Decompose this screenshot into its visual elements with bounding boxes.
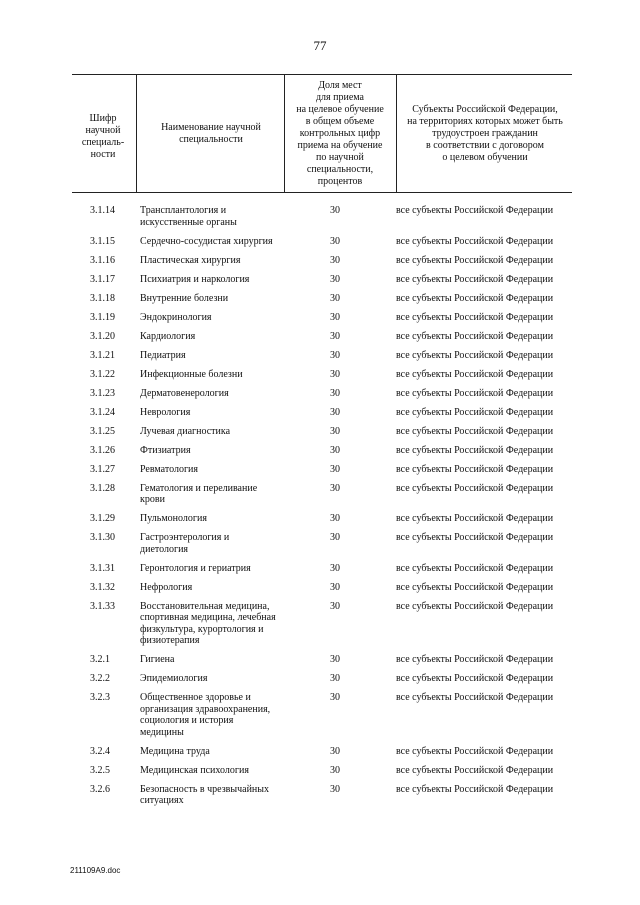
table-header [72, 74, 572, 193]
table-row [72, 692, 572, 746]
target-share: 30 [330, 562, 340, 574]
specialty-name-line: Медицинская психология [140, 764, 249, 776]
specialty-name-line: Безопасность в чрезвычайных [140, 783, 269, 795]
table-row [72, 407, 572, 426]
target-share: 30 [330, 406, 340, 418]
specialty-name [140, 407, 286, 419]
target-share: 30 [330, 654, 340, 665]
header-line: в общем объеме [305, 115, 375, 127]
specialty-name-line: Фтизиатрия [140, 444, 191, 456]
target-share: 30 [330, 764, 340, 776]
specialty-name-line: Нефрология [140, 581, 193, 593]
federation-subjects: все субъекты Российской Федерации [396, 463, 554, 475]
specialty-name [140, 464, 286, 476]
specialty-name-line: медицины [140, 726, 184, 738]
federation-subjects: все субъекты Российской Федерации [396, 330, 554, 342]
target-share: 30 [330, 330, 340, 342]
specialty-name [140, 331, 286, 343]
table-row [72, 513, 572, 532]
header-name [140, 75, 282, 192]
specialty-code: 3.1.25 [90, 425, 115, 437]
specialty-name-line: физкультура, курортология и [140, 623, 264, 635]
federation-subjects: все субъекты Российской Федерации [396, 273, 554, 285]
federation-subjects: все субъекты Российской Федерации [396, 368, 554, 380]
specialty-code: 3.1.30 [90, 532, 115, 543]
specialty-name-line: Медицина труда [140, 745, 210, 757]
header-line: по научной [316, 151, 364, 163]
specialty-name-line: Гигиена [140, 654, 175, 665]
specialty-name-line: Трансплантология и [140, 205, 227, 216]
specialty-name [140, 312, 286, 324]
specialty-code: 3.2.4 [90, 745, 110, 757]
specialty-name [140, 765, 286, 777]
specialty-code: 3.1.32 [90, 581, 115, 593]
table-row [72, 445, 572, 464]
table-row [72, 464, 572, 483]
specialty-name [140, 274, 286, 286]
target-share: 30 [330, 254, 340, 266]
specialty-name [140, 784, 286, 807]
target-share: 30 [330, 692, 340, 703]
federation-subjects: все субъекты Российской Федерации [396, 562, 554, 574]
federation-subjects: все субъекты Российской Федерации [396, 406, 554, 418]
specialty-name-line: Педиатрия [140, 349, 186, 361]
federation-subjects: все субъекты Российской Федерации [396, 311, 554, 323]
specialty-name-line: искусственные органы [140, 216, 237, 228]
header-line: Шифр [89, 113, 117, 124]
header-line: контрольных цифр [299, 127, 381, 139]
header-line: для приема [315, 91, 364, 103]
specialty-name-line: Дерматовенерология [140, 387, 229, 399]
federation-subjects: все субъекты Российской Федерации [396, 444, 554, 456]
file-name: 211109A9.doc [70, 866, 121, 875]
target-share: 30 [330, 463, 340, 475]
specialty-name-line: Общественное здоровье и [140, 692, 251, 703]
specialty-name-line: Ревматология [140, 463, 199, 475]
target-share: 30 [330, 368, 340, 380]
specialty-code: 3.1.24 [90, 406, 115, 418]
specialty-code: 3.2.1 [90, 654, 110, 665]
header-line: Субъекты Российской Федерации, [412, 103, 558, 115]
specialty-name [140, 445, 286, 457]
header-line: на целевое обучение [296, 103, 384, 115]
table-row [72, 784, 572, 815]
header-line: ности [90, 149, 116, 160]
specialty-code: 3.1.14 [90, 205, 115, 216]
specialty-name-line: Геронтология и гериатрия [140, 562, 251, 574]
header-line: Наименование научной [161, 121, 261, 133]
specialty-name [140, 532, 286, 555]
specialty-name-line: Пластическая хирургия [140, 254, 241, 266]
federation-subjects: все субъекты Российской Федерации [396, 692, 554, 703]
specialty-code: 3.1.31 [90, 562, 115, 574]
table-row [72, 312, 572, 331]
header-line: специальности [179, 133, 243, 145]
specialty-code: 3.1.21 [90, 349, 115, 361]
header-line: процентов [317, 175, 363, 187]
target-share: 30 [330, 349, 340, 361]
table-row [72, 274, 572, 293]
target-share: 30 [330, 673, 340, 684]
specialty-code: 3.1.26 [90, 444, 115, 456]
specialty-name [140, 483, 286, 506]
target-share: 30 [330, 532, 340, 543]
specialty-name-line: Гастроэнтерология и [140, 532, 230, 543]
target-share: 30 [330, 745, 340, 757]
header-share [286, 75, 394, 192]
table-row [72, 255, 572, 274]
federation-subjects: все субъекты Российской Федерации [396, 764, 554, 776]
specialty-name-line: Внутренние болезни [140, 292, 229, 304]
federation-subjects: все субъекты Российской Федерации [396, 254, 554, 266]
header-code [72, 97, 134, 177]
federation-subjects: все субъекты Российской Федерации [396, 581, 554, 593]
federation-subjects: все субъекты Российской Федерации [396, 513, 554, 524]
federation-subjects: все субъекты Российской Федерации [396, 673, 554, 684]
specialty-name-line: физиотерапия [140, 635, 200, 646]
federation-subjects: все субъекты Российской Федерации [396, 292, 554, 304]
target-share: 30 [330, 482, 340, 494]
target-share: 30 [330, 235, 340, 247]
header-line: приема на обучение [297, 139, 383, 151]
specialty-name-line: Восстановительная медицина, [140, 600, 270, 612]
federation-subjects: все субъекты Российской Федерации [396, 235, 554, 247]
target-share: 30 [330, 387, 340, 399]
specialty-code: 3.2.5 [90, 764, 110, 776]
header-subjects [398, 75, 572, 192]
specialty-code: 3.2.6 [90, 783, 110, 795]
specialty-name-line: Лучевая диагностика [140, 425, 231, 437]
target-share: 30 [330, 783, 340, 795]
table-row [72, 563, 572, 582]
specialty-name-line: социология и история [140, 715, 234, 726]
specialty-name [140, 236, 286, 248]
federation-subjects: все субъекты Российской Федерации [396, 654, 554, 665]
table-row [72, 369, 572, 388]
table-row [72, 205, 572, 236]
specialty-name [140, 293, 286, 305]
target-share: 30 [330, 273, 340, 285]
specialty-code: 3.2.2 [90, 673, 110, 684]
specialty-name [140, 426, 286, 438]
specialties-table [72, 74, 572, 814]
specialty-name-line: ситуациях [140, 795, 184, 806]
specialty-name [140, 205, 286, 228]
specialty-code: 3.1.17 [90, 273, 115, 285]
specialty-code: 3.1.27 [90, 463, 115, 475]
specialty-name-line: Гематология и переливание [140, 482, 258, 494]
table-row [72, 350, 572, 369]
table-row [72, 673, 572, 692]
specialty-name [140, 692, 286, 738]
federation-subjects: все субъекты Российской Федерации [396, 425, 554, 437]
specialty-name-line: Сердечно-сосудистая хирургия [140, 235, 273, 247]
specialty-code: 3.1.19 [90, 311, 115, 323]
target-share: 30 [330, 513, 340, 524]
specialty-name-line: Эпидемиология [140, 673, 208, 684]
table-body [72, 205, 572, 814]
page-number: 77 [313, 38, 327, 53]
specialty-name-line: диетология [140, 543, 189, 555]
header-line: на территориях которых может быть [407, 115, 563, 127]
table-row [72, 483, 572, 514]
specialty-name-line: Кардиология [140, 330, 196, 342]
specialty-code: 3.1.18 [90, 292, 115, 304]
specialty-name [140, 582, 286, 594]
specialty-name-line: Инфекционные болезни [140, 368, 243, 380]
federation-subjects: все субъекты Российской Федерации [396, 600, 554, 612]
specialty-name [140, 601, 286, 647]
specialty-name-line: спортивная медицина, лечебная [140, 612, 276, 623]
federation-subjects: все субъекты Российской Федерации [396, 205, 554, 216]
header-line: специаль- [81, 137, 125, 148]
federation-subjects: все субъекты Российской Федерации [396, 783, 554, 795]
federation-subjects: все субъекты Российской Федерации [396, 349, 554, 361]
specialty-code: 3.1.20 [90, 330, 115, 342]
specialty-name [140, 369, 286, 381]
specialty-name-line: организация здравоохранения, [140, 703, 271, 715]
specialty-code: 3.2.3 [90, 692, 110, 703]
table-row [72, 532, 572, 563]
table-row [72, 236, 572, 255]
header-line: в соответствии с договором [426, 139, 544, 151]
table-row [72, 765, 572, 784]
specialty-code: 3.1.15 [90, 235, 115, 247]
specialty-name [140, 673, 286, 685]
specialty-name [140, 388, 286, 400]
table-row [72, 654, 572, 673]
federation-subjects: все субъекты Российской Федерации [396, 532, 554, 543]
specialty-code: 3.1.16 [90, 254, 115, 266]
specialty-code: 3.1.23 [90, 387, 115, 399]
header-line: научной [85, 125, 121, 136]
specialty-name [140, 513, 286, 525]
header-line: о целевом обучении [442, 151, 528, 163]
table-row [72, 582, 572, 601]
target-share: 30 [330, 425, 340, 437]
header-line: специальности, [306, 163, 374, 175]
table-row [72, 331, 572, 350]
specialty-name [140, 654, 286, 666]
target-share: 30 [330, 581, 340, 593]
table-row [72, 293, 572, 312]
specialty-name [140, 746, 286, 758]
specialty-name [140, 255, 286, 267]
federation-subjects: все субъекты Российской Федерации [396, 387, 554, 399]
specialty-name-line: крови [140, 494, 165, 505]
header-line: трудоустроен гражданин [432, 127, 538, 139]
column-divider [136, 75, 137, 192]
specialty-name-line: Эндокринология [140, 311, 212, 323]
column-divider [396, 75, 397, 192]
table-row [72, 746, 572, 765]
federation-subjects: все субъекты Российской Федерации [396, 482, 554, 494]
target-share: 30 [330, 311, 340, 323]
table-row [72, 388, 572, 407]
target-share: 30 [330, 444, 340, 456]
table-row [72, 601, 572, 655]
specialty-name-line: Неврология [140, 406, 191, 418]
specialty-name [140, 563, 286, 575]
specialty-code: 3.1.22 [90, 368, 115, 380]
specialty-code: 3.1.33 [90, 600, 115, 612]
specialty-code: 3.1.29 [90, 513, 115, 524]
specialty-name-line: Пульмонология [140, 513, 207, 524]
target-share: 30 [330, 292, 340, 304]
target-share: 30 [330, 600, 340, 612]
specialty-name-line: Психиатрия и наркология [140, 273, 250, 285]
specialty-code: 3.1.28 [90, 482, 115, 494]
target-share: 30 [330, 205, 340, 216]
table-row [72, 426, 572, 445]
column-divider [284, 75, 285, 192]
federation-subjects: все субъекты Российской Федерации [396, 745, 554, 757]
header-line: Доля мест [318, 79, 362, 91]
specialty-name [140, 350, 286, 362]
